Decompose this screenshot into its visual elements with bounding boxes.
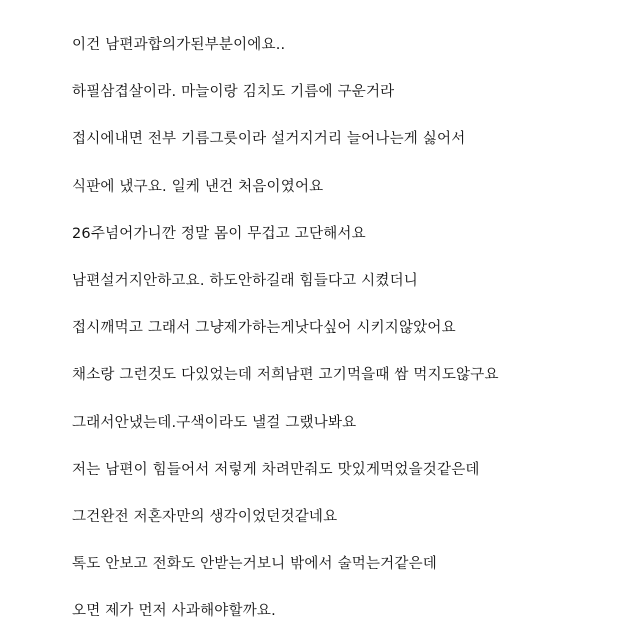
cut-off-text-fragment bbox=[68, 0, 138, 4]
text-line-1: 이건 남편과합의가된부분이에요.. bbox=[72, 37, 286, 53]
text-line-3: 접시에내면 전부 기름그릇이라 설거지거리 늘어나는게 싫어서 bbox=[72, 131, 466, 148]
text-line-4: 식판에 냈구요. 일케 낸건 처음이였어요 bbox=[72, 178, 324, 195]
text-line-7: 접시깨먹고 그래서 그냥제가하는게낫다싶어 시키지않았어요 bbox=[72, 320, 456, 337]
text-line-6: 남편설거지안하고요. 하도안하길래 힘들다고 시켰더니 bbox=[72, 272, 418, 289]
text-line-9: 그래서안냈는데.구색이라도 낼걸 그랬나봐요 bbox=[72, 414, 357, 431]
text-line-12: 톡도 안보고 전화도 안받는거보니 밖에서 술먹는거같은데 bbox=[72, 556, 438, 573]
text-line-11: 그건완전 저혼자만의 생각이었던것같네요 bbox=[72, 508, 338, 525]
text-line-8: 채소랑 그런것도 다있었는데 저희남편 고기먹을때 쌈 먹지도않구요 bbox=[72, 367, 499, 384]
text-line-2: 하필삼겹살이라. 마늘이랑 김치도 기름에 구운거라 bbox=[72, 84, 395, 101]
text-line-13: 오면 제가 먼저 사과해야할까요. bbox=[72, 603, 276, 620]
text-line-10: 저는 남편이 힘들어서 저렇게 차려만줘도 맛있게먹었을것같은데 bbox=[72, 461, 480, 478]
document-body bbox=[72, 32, 632, 640]
text-line-5: 26주넘어가니깐 정말 몸이 무겁고 고단해서요 bbox=[72, 225, 366, 242]
